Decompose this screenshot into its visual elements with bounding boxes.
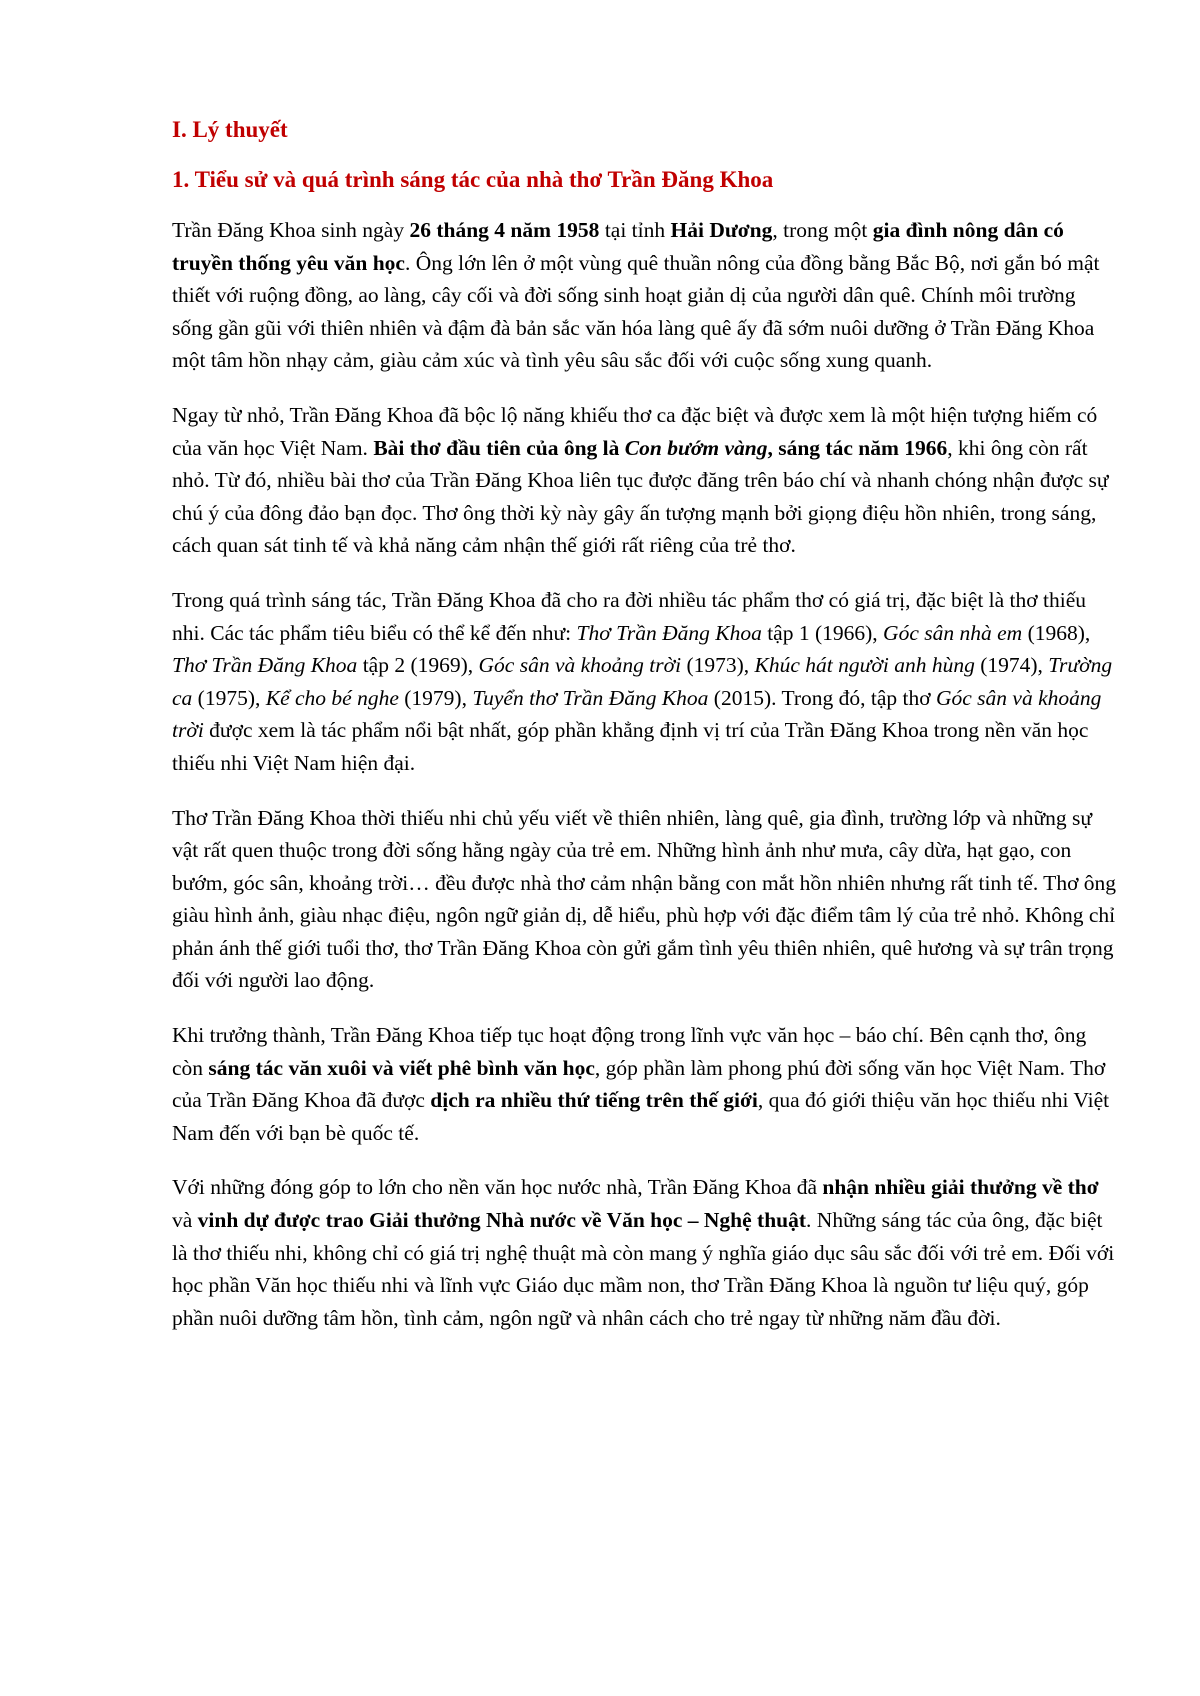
italic-text-run: Góc sân và khoảng trời: [172, 685, 1102, 743]
text-run: được xem là tác phẩm nổi bật nhất, góp phần khẳng định vị trí của Trần Đăng Khoa trong nền văn học thiếu nhi Việt Nam hiện đại.: [172, 718, 1089, 775]
italic-text-run: Thơ Trần Đăng Khoa: [172, 653, 358, 678]
bold-text-run: Hải Dương: [670, 218, 773, 242]
text-run: Trần Đăng Khoa sinh ngày: [172, 218, 410, 242]
text-run: Khi trưởng thành, Trần Đăng Khoa tiếp tục hoạt động trong lĩnh vực văn học – báo chí. Bên cạnh thơ, ông còn: [172, 1023, 1087, 1080]
text-run: (2015). Trong đó, tập thơ: [708, 685, 936, 710]
italic-text-run: Góc sân nhà em: [883, 620, 1023, 645]
paragraph-6: [172, 1171, 1120, 1334]
text-run: , góp phần làm phong phú đời sống văn học Việt Nam. Thơ của Trần Đăng Khoa đã được: [172, 1055, 1106, 1113]
bold-italic-text-run: Con bướm vàng: [624, 435, 768, 460]
text-run: Trong quá trình sáng tác, Trần Đăng Khoa đã cho ra đời nhiều tác phẩm thơ có giá trị, đặc biệt là thơ thiếu nhi. Các tác phẩm tiêu biểu có thể kể đến như:: [172, 587, 1087, 645]
paragraph-4: [172, 802, 1120, 998]
bold-text-run: sáng tác văn xuôi và viết phê bình văn học: [208, 1055, 595, 1080]
text-run: (1975),: [192, 685, 266, 710]
italic-text-run: Tuyển thơ Trần Đăng Khoa: [472, 685, 709, 710]
italic-text-run: Khúc hát người anh hùng: [754, 653, 975, 678]
document-page: [172, 112, 1120, 1356]
section-heading: I. Lý thuyết: [172, 117, 288, 142]
paragraph-3: [172, 584, 1120, 780]
paragraph-5: [172, 1019, 1120, 1149]
body-text: [172, 214, 1120, 1334]
text-run: , khi ông còn rất nhỏ. Từ đó, nhiều bài thơ của Trần Đăng Khoa liên tục được đăng trên báo chí và nhanh chóng nhận được sự chú ý của đông đảo bạn đọc. Thơ ông thời kỳ này gây ấn tượng mạnh bởi giọng điệu hồn nhiên, trong sáng, cách quan sát tinh tế và khả năng cảm nhận thế giới rất riêng của trẻ thơ.: [172, 435, 1109, 558]
text-run: , qua đó giới thiệu văn học thiếu nhi Việt Nam đến với bạn bè quốc tế.: [172, 1088, 1110, 1145]
text-run: tại tỉnh: [599, 218, 671, 242]
bold-text-run: 26 tháng 4 năm 1958: [409, 218, 600, 242]
text-run: (1973),: [681, 653, 755, 678]
text-run: . Ông lớn lên ở một vùng quê thuần nông của đồng bằng Bắc Bộ, nơi gắn bó mật thiết với ruộng đồng, ao làng, cây cối và đời sống sinh hoạt giản dị của người dân quê. Chính môi trường sống gần gũi với thiên nhiên và đậm đà bản sắc văn hóa làng quê ấy đã sớm nuôi dưỡng ở Trần Đăng Khoa một tâm hồn nhạy cảm, giàu cảm xúc và tình yêu sâu sắc đối với cuộc sống xung quanh.: [172, 250, 1100, 373]
subsection-heading: 1. Tiểu sử và quá trình sáng tác của nhà thơ Trần Đăng Khoa: [172, 167, 774, 192]
text-run: và: [172, 1208, 198, 1233]
bold-text-run: Bài thơ đầu tiên của ông là: [373, 435, 625, 460]
italic-text-run: Kể cho bé nghe: [265, 685, 399, 710]
text-run: Thơ Trần Đăng Khoa thời thiếu nhi chủ yếu viết về thiên nhiên, làng quê, gia đình, trường lớp và những sự vật rất quen thuộc trong đời sống hằng ngày của trẻ em. Những hình ảnh như mưa, cây dừa, hạt gạo, con bướm, góc sân, khoảng trời… đều được nhà thơ cảm nhận bằng con mắt hồn nhiên nhưng rất tinh tế. Thơ ông giàu hình ảnh, giàu nhạc điệu, ngôn ngữ giản dị, dễ hiểu, phù hợp với đặc điểm tâm lý của trẻ nhỏ. Không chỉ phản ánh thế giới tuổi thơ, thơ Trần Đăng Khoa còn gửi gắm tình yêu thiên nhiên, quê hương và sự trân trọng đối với người lao động.: [172, 805, 1117, 993]
text-run: (1968),: [1022, 620, 1091, 645]
text-run: , trong một: [772, 218, 873, 242]
bold-text-run: , sáng tác năm 1966: [767, 435, 948, 460]
text-run: Với những đóng góp to lớn cho nền văn học nước nhà, Trần Đăng Khoa đã: [172, 1175, 823, 1200]
italic-text-run: Thơ Trần Đăng Khoa: [576, 620, 762, 645]
text-run: (1979),: [398, 685, 473, 710]
italic-text-run: Trường ca: [172, 653, 1113, 710]
text-run: (1974),: [974, 653, 1049, 678]
italic-text-run: Góc sân và khoảng trời: [478, 653, 682, 678]
text-run: tập 2 (1969),: [357, 653, 479, 678]
paragraph-1: [172, 214, 1120, 377]
bold-text-run: vinh dự được trao Giải thưởng Nhà nước về Văn học – Nghệ thuật: [197, 1208, 807, 1233]
bold-text-run: nhận nhiều giải thưởng về thơ: [822, 1175, 1099, 1200]
text-run: Ngay từ nhỏ, Trần Đăng Khoa đã bộc lộ năng khiếu thơ ca đặc biệt và được xem là một hiện tượng hiếm có của văn học Việt Nam.: [172, 402, 1098, 460]
paragraph-2: [172, 399, 1120, 562]
text-run: tập 1 (1966),: [761, 620, 884, 645]
bold-text-run: gia đình nông dân có truyền thống yêu văn học: [172, 218, 1064, 275]
bold-text-run: dịch ra nhiều thứ tiếng trên thế giới: [430, 1088, 758, 1113]
text-run: . Những sáng tác của ông, đặc biệt là thơ thiếu nhi, không chỉ có giá trị nghệ thuật mà còn mang ý nghĩa giáo dục sâu sắc đối với trẻ em. Đối với học phần Văn học thiếu nhi và lĩnh vực Giáo dục mầm non, thơ Trần Đăng Khoa là nguồn tư liệu quý, góp phần nuôi dưỡng tâm hồn, tình cảm, ngôn ngữ và nhân cách cho trẻ ngay từ những năm đầu đời.: [172, 1208, 1115, 1330]
